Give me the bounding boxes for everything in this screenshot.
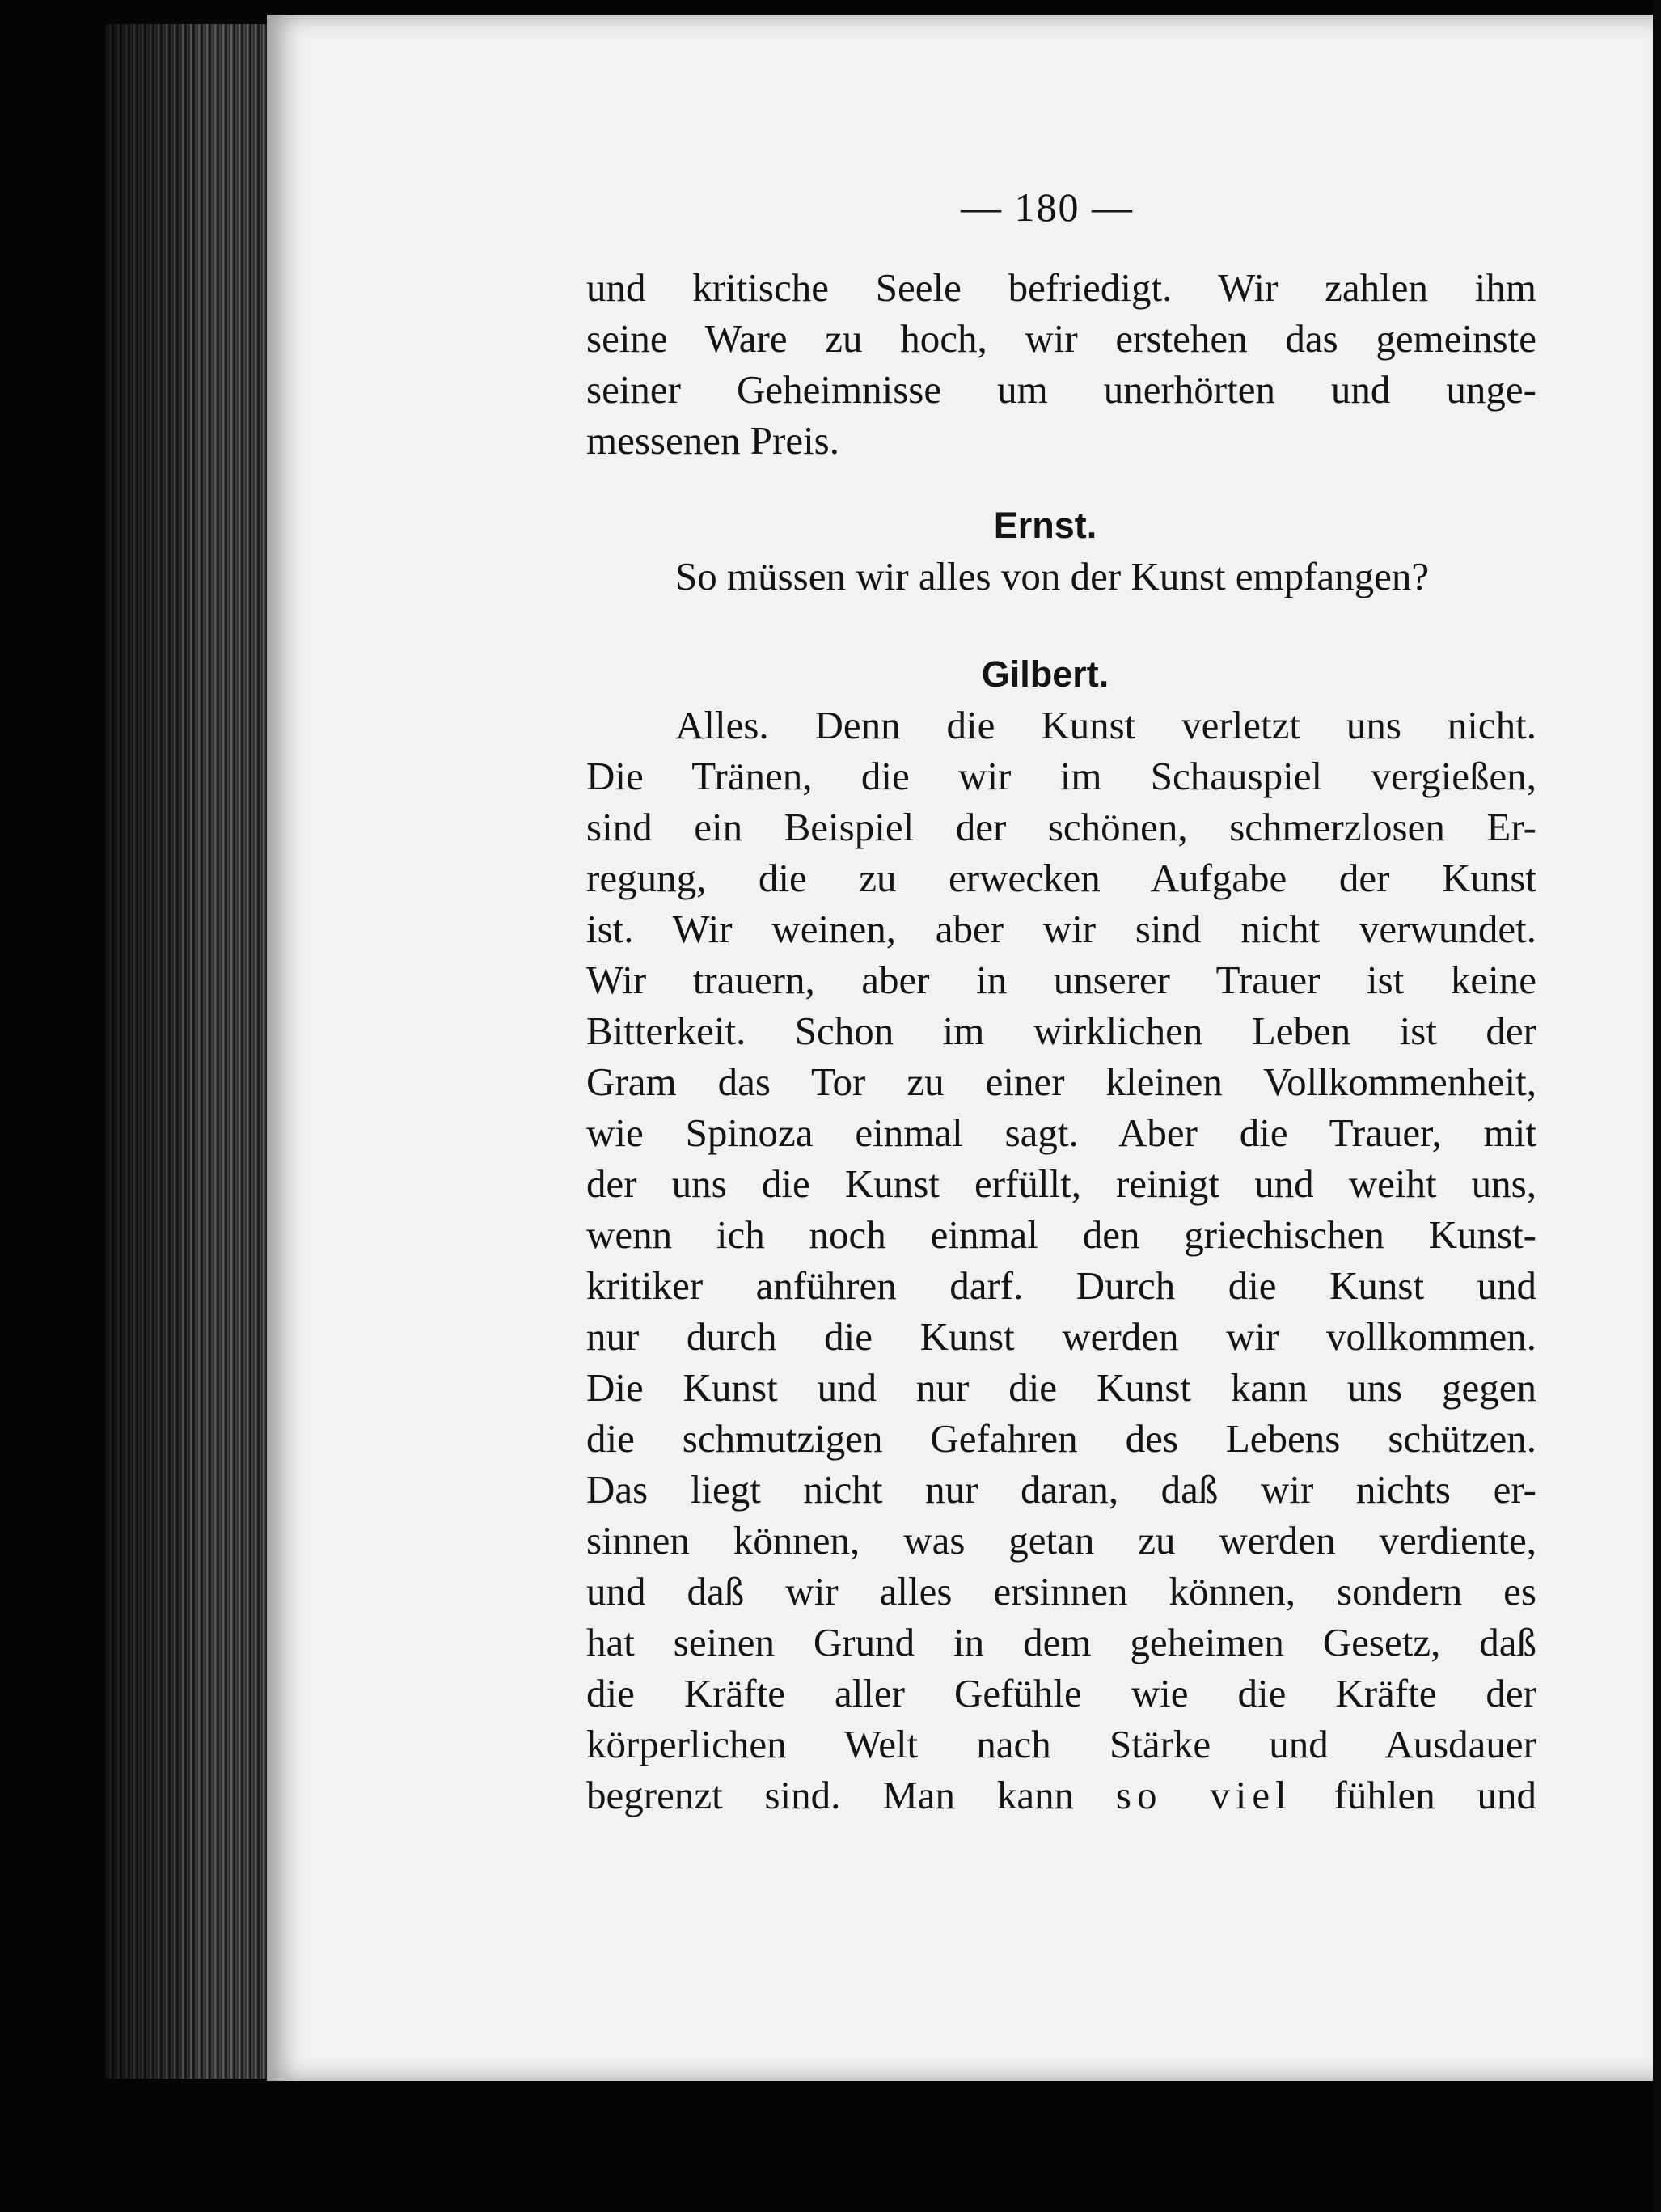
letterspaced-emphasis: so viel (1115, 1773, 1292, 1817)
text-line: Gram das Tor zu einer kleinen Vollkommenheit, (586, 1059, 1536, 1104)
text-line: Das liegt nicht nur daran, daß wir nichts er- (586, 1467, 1536, 1512)
text-line: wie Spinoza einmal sagt. Aber die Trauer, mit (586, 1110, 1536, 1155)
text-line: Die Tränen, die wir im Schauspiel vergießen, (586, 754, 1536, 798)
text-line: Die Kunst und nur die Kunst kann uns gegen (586, 1365, 1536, 1410)
text-line-last (586, 1770, 1536, 1821)
scan-border (1653, 0, 1661, 2212)
text-line: messenen Preis. (586, 418, 839, 463)
page-text (586, 182, 1536, 1821)
text-line: sinnen können, was getan zu werden verdiente, (586, 1518, 1536, 1563)
text-line: sind ein Beispiel der schönen, schmerzlosen Er- (586, 805, 1536, 849)
text-line: So müssen wir alles von der Kunst empfangen? (675, 554, 1430, 598)
text-line: der uns die Kunst erfüllt, reinigt und weiht uns, (586, 1161, 1536, 1206)
text-line: regung, die zu erwecken Aufgabe der Kunst (586, 856, 1536, 900)
text-line: wenn ich noch einmal den griechischen Kunst- (586, 1212, 1536, 1257)
spacer (586, 602, 1536, 649)
text-line: die Kräfte aller Gefühle wie die Kräfte der (586, 1671, 1536, 1715)
text-line: seine Ware zu hoch, wir erstehen das gemeinste (586, 316, 1536, 361)
speaker-heading-ernst: Ernst. (993, 505, 1097, 546)
text-span: fühlen und (1291, 1773, 1536, 1817)
text-line: und kritische Seele befriedigt. Wir zahlen ihm (586, 265, 1536, 310)
text-line: Bitterkeit. Schon im wirklichen Leben ist der (586, 1009, 1536, 1053)
speaker-heading-gilbert: Gilbert. (981, 653, 1109, 695)
text-line: ist. Wir weinen, aber wir sind nicht verwundet. (586, 907, 1536, 951)
text-line: körperlichen Welt nach Stärke und Ausdauer (586, 1722, 1536, 1766)
page-number: — 180 — (961, 184, 1134, 230)
text-line: Alles. Denn die Kunst verletzt uns nicht. (675, 703, 1536, 747)
text-span: begrenzt sind. Man kann (586, 1773, 1116, 1817)
text-line: nur durch die Kunst werden wir vollkommen. (586, 1314, 1536, 1359)
text-line: seiner Geheimnisse um unerhörten und unge- (586, 367, 1536, 412)
text-line: und daß wir alles ersinnen können, sondern es (586, 1569, 1536, 1614)
text-line: Wir trauern, aber in unserer Trauer ist keine (586, 958, 1536, 1002)
text-line: hat seinen Grund in dem geheimen Gesetz, daß (586, 1620, 1536, 1664)
text-line: kritiker anführen darf. Durch die Kunst und (586, 1263, 1536, 1308)
spacer (586, 466, 1536, 500)
text-line: die schmutzigen Gefahren des Lebens schützen. (586, 1416, 1536, 1461)
